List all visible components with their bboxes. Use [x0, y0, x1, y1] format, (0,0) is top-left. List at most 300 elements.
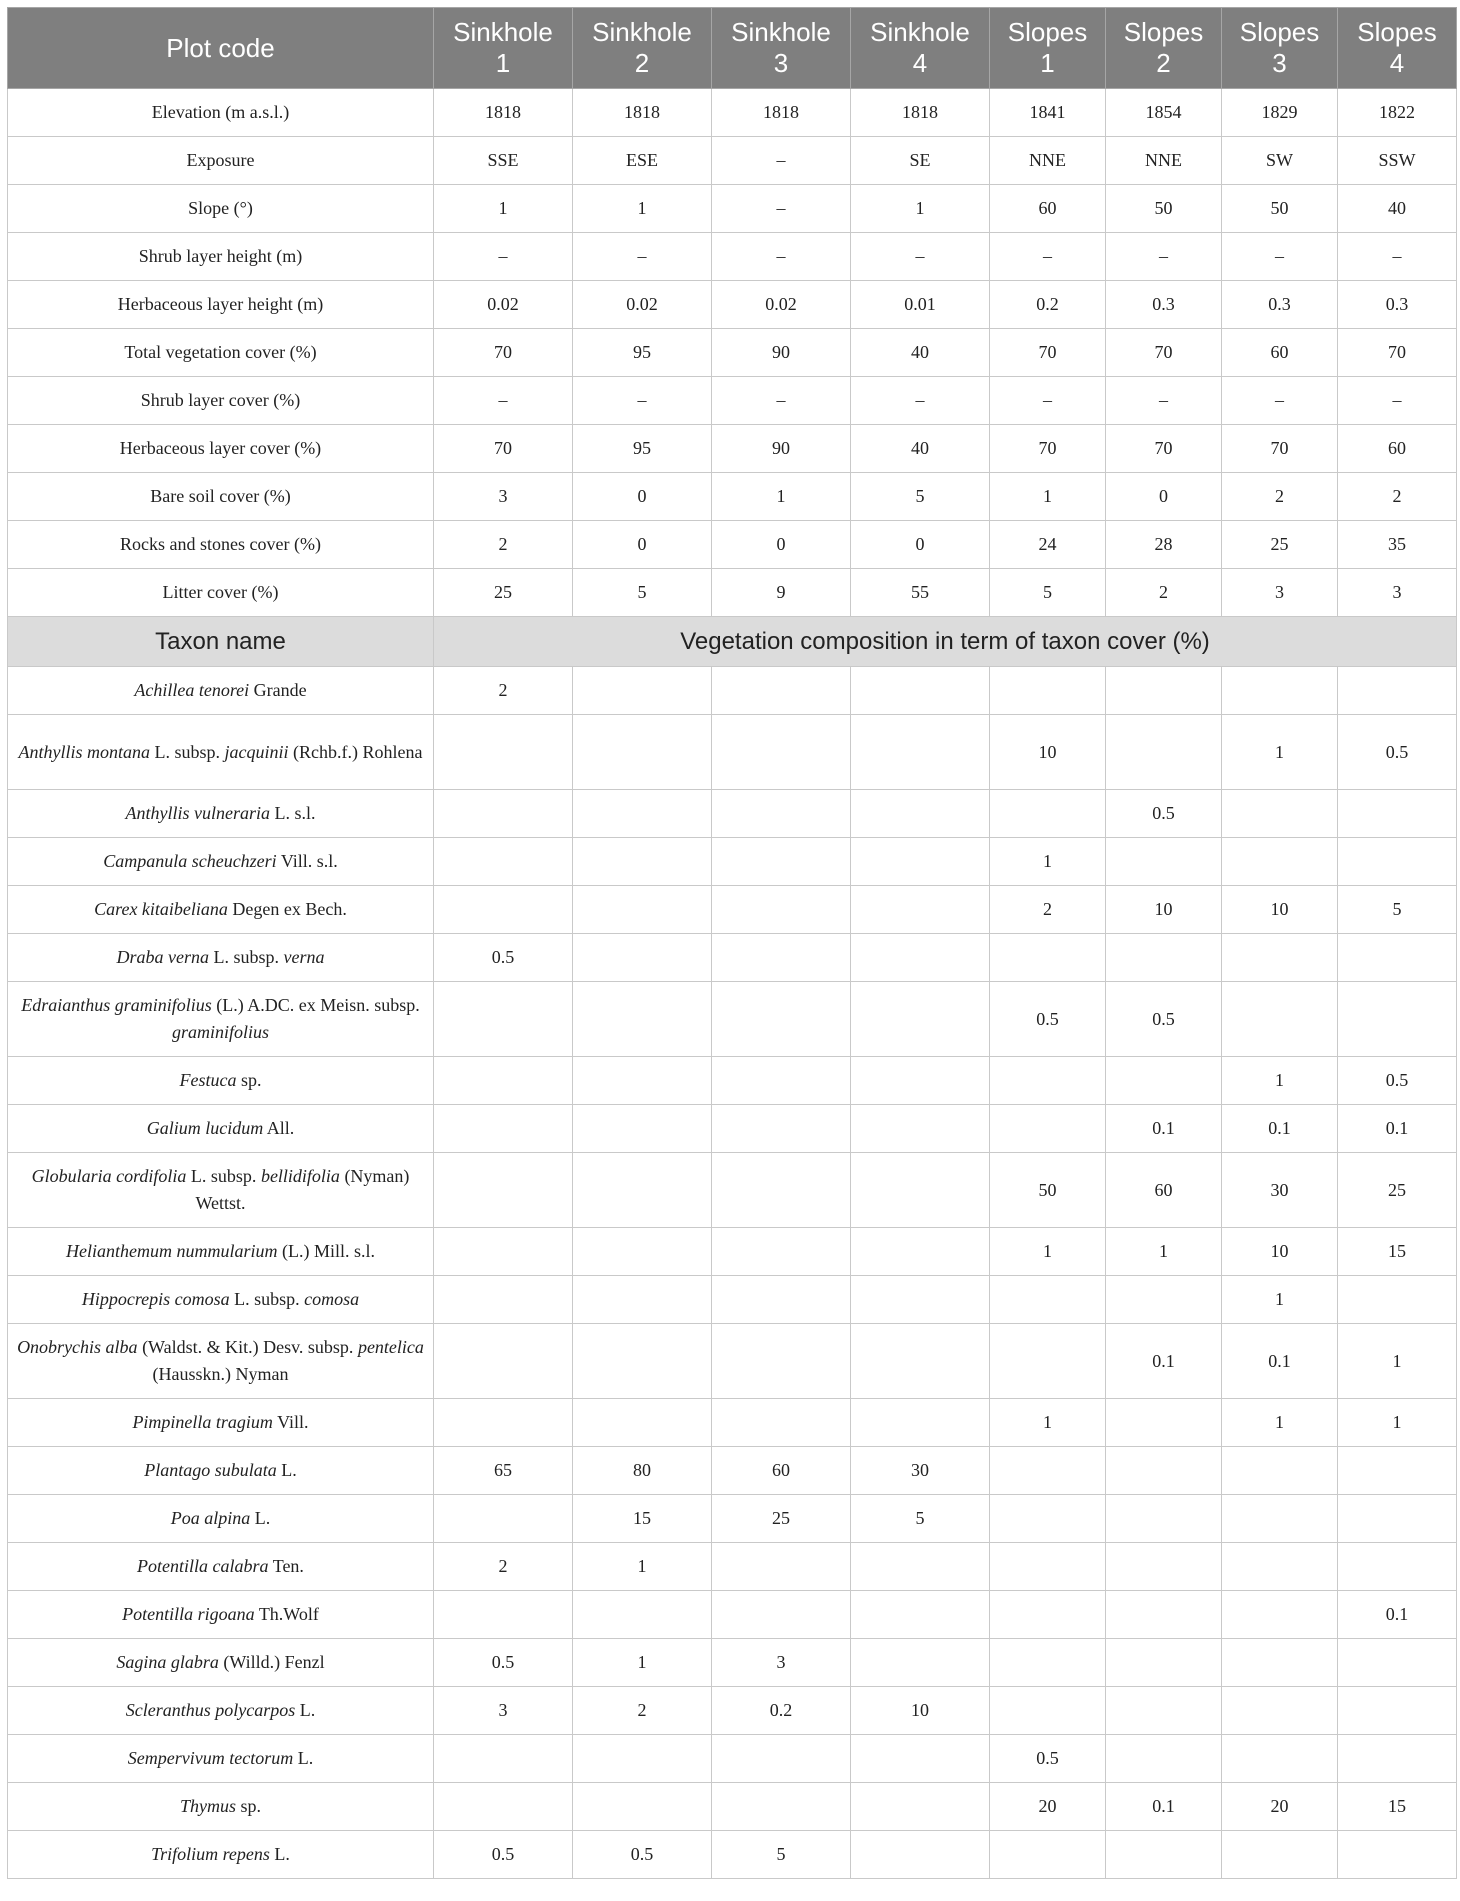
table-cell: 50 — [1106, 185, 1222, 233]
table-cell — [1106, 1399, 1222, 1447]
table-cell — [1106, 1276, 1222, 1324]
table-cell — [1222, 838, 1338, 886]
table-cell: 5 — [712, 1831, 851, 1879]
table-cell: 40 — [851, 425, 990, 473]
header-column — [434, 8, 573, 89]
taxon-row — [8, 790, 1457, 838]
table-cell: SW — [1222, 137, 1338, 185]
table-cell — [434, 1228, 573, 1276]
table-cell — [712, 1153, 851, 1228]
table-cell: 55 — [851, 569, 990, 617]
table-cell — [1106, 1495, 1222, 1543]
table-cell — [573, 1783, 712, 1831]
taxon-authority: (Hausskn.) Nyman — [152, 1364, 289, 1384]
table-cell — [990, 1543, 1106, 1591]
table-cell — [1338, 667, 1457, 715]
table-cell: 0.3 — [1222, 281, 1338, 329]
table-cell — [1222, 1831, 1338, 1879]
table-cell — [434, 1153, 573, 1228]
table-cell: 0 — [573, 521, 712, 569]
table-cell — [573, 1735, 712, 1783]
table-cell — [573, 1324, 712, 1399]
table-cell: 1 — [1338, 1324, 1457, 1399]
table-cell: 2 — [1338, 473, 1457, 521]
taxon-name-header: Taxon name — [8, 617, 434, 667]
table-cell — [712, 1228, 851, 1276]
table-cell: 0.3 — [1106, 281, 1222, 329]
table-cell — [712, 886, 851, 934]
taxon-name-italic: graminifolius — [171, 1022, 269, 1042]
table-cell — [851, 1324, 990, 1399]
taxon-name-italic: Poa alpina — [170, 1508, 251, 1528]
table-cell — [712, 1543, 851, 1591]
taxon-name-italic: Edraianthus graminifolius — [21, 995, 212, 1015]
taxon-name — [8, 1276, 434, 1324]
table-cell — [573, 838, 712, 886]
taxon-row — [8, 667, 1457, 715]
taxon-row — [8, 1831, 1457, 1879]
site-row — [8, 569, 1457, 617]
table-cell — [434, 838, 573, 886]
table-cell: 60 — [1338, 425, 1457, 473]
header-plot-code: Plot code — [8, 8, 434, 89]
column-number: 1 — [1040, 48, 1055, 78]
table-cell: – — [851, 233, 990, 281]
table-cell — [434, 886, 573, 934]
site-row — [8, 425, 1457, 473]
table-cell — [573, 886, 712, 934]
table-cell: 1829 — [1222, 89, 1338, 137]
column-number: 3 — [1272, 48, 1287, 78]
taxon-name-italic: Hippocrepis comosa — [81, 1289, 230, 1309]
taxon-row — [8, 1543, 1457, 1591]
row-label: Shrub layer height (m) — [8, 233, 434, 281]
table-cell — [712, 934, 851, 982]
table-cell: 1 — [573, 1639, 712, 1687]
table-cell: – — [1338, 233, 1457, 281]
column-number: 2 — [1156, 48, 1171, 78]
table-cell — [1338, 982, 1457, 1057]
taxon-name-italic: Sempervivum tectorum — [127, 1748, 294, 1768]
table-cell: 10 — [1106, 886, 1222, 934]
table-cell: – — [990, 233, 1106, 281]
table-cell: 1 — [990, 473, 1106, 521]
header-column — [990, 8, 1106, 89]
table-cell — [573, 790, 712, 838]
taxon-name-italic: Festuca — [179, 1070, 237, 1090]
taxon-name — [8, 1783, 434, 1831]
table-cell: 2 — [1106, 569, 1222, 617]
table-cell — [990, 667, 1106, 715]
table-cell: 24 — [990, 521, 1106, 569]
section-header — [8, 617, 1457, 667]
taxon-authority: L. subsp. — [209, 947, 284, 967]
table-cell — [434, 1276, 573, 1324]
table-cell: 1818 — [712, 89, 851, 137]
site-row — [8, 329, 1457, 377]
table-cell: 0.5 — [434, 1639, 573, 1687]
table-cell — [573, 715, 712, 790]
taxon-name-italic: bellidifolia — [260, 1166, 340, 1186]
taxon-name — [8, 715, 434, 790]
table-cell — [1106, 1057, 1222, 1105]
taxon-row — [8, 1228, 1457, 1276]
taxon-name-italic: Helianthemum nummularium — [66, 1241, 278, 1261]
vegetation-table — [7, 7, 1457, 1879]
table-cell: 2 — [434, 521, 573, 569]
table-cell — [1222, 667, 1338, 715]
table-cell: – — [573, 377, 712, 425]
table-cell: 0.3 — [1338, 281, 1457, 329]
table-cell — [1222, 1735, 1338, 1783]
table-cell — [573, 1057, 712, 1105]
taxon-authority: L. subsp. — [150, 741, 225, 762]
table-cell — [573, 934, 712, 982]
table-cell — [573, 1276, 712, 1324]
column-number: 4 — [912, 48, 928, 78]
table-cell — [434, 1057, 573, 1105]
taxon-authority: sp. — [236, 1070, 262, 1090]
taxon-row — [8, 1447, 1457, 1495]
taxon-name-italic: Potentilla rigoana — [122, 1604, 255, 1624]
table-cell: 20 — [990, 1783, 1106, 1831]
taxon-name — [8, 886, 434, 934]
taxon-row — [8, 1105, 1457, 1153]
table-cell: 70 — [1338, 329, 1457, 377]
table-cell: 5 — [1338, 886, 1457, 934]
table-cell: 60 — [990, 185, 1106, 233]
taxon-name-italic: Pimpinella tragium — [132, 1412, 273, 1432]
taxon-row — [8, 1591, 1457, 1639]
table-cell — [851, 1591, 990, 1639]
table-cell: 25 — [1222, 521, 1338, 569]
taxon-authority: L. subsp. — [186, 1166, 261, 1186]
table-cell — [712, 1399, 851, 1447]
table-cell — [851, 1153, 990, 1228]
taxon-authority: Grande — [249, 680, 307, 700]
row-label: Elevation (m a.s.l.) — [8, 89, 434, 137]
table-cell — [1222, 1543, 1338, 1591]
column-number: 3 — [773, 48, 789, 78]
composition-title: Vegetation composition in term of taxon cover (%) — [434, 617, 1457, 667]
table-cell — [851, 982, 990, 1057]
site-row — [8, 281, 1457, 329]
table-cell — [434, 1495, 573, 1543]
table-cell: – — [1222, 233, 1338, 281]
taxon-name-italic: Campanula scheuchzeri — [103, 851, 277, 871]
table-cell: 0.5 — [434, 934, 573, 982]
table-cell: 1 — [990, 1228, 1106, 1276]
table-cell — [1106, 1831, 1222, 1879]
table-cell: 0.5 — [573, 1831, 712, 1879]
table-cell: 25 — [434, 569, 573, 617]
table-cell — [990, 1687, 1106, 1735]
table-cell — [573, 1591, 712, 1639]
row-label: Slope (°) — [8, 185, 434, 233]
table-cell: 2 — [1222, 473, 1338, 521]
table-cell: 5 — [851, 1495, 990, 1543]
table-cell: NNE — [990, 137, 1106, 185]
taxon-name — [8, 1153, 434, 1228]
table-cell — [1338, 1831, 1457, 1879]
table-cell: 9 — [712, 569, 851, 617]
table-cell: 1 — [990, 1399, 1106, 1447]
taxon-name-italic: Achillea tenorei — [134, 680, 250, 700]
table-cell — [851, 1105, 990, 1153]
site-attributes — [8, 89, 1457, 617]
table-cell: ESE — [573, 137, 712, 185]
taxon-row — [8, 1495, 1457, 1543]
header-column — [851, 8, 990, 89]
table-cell: 90 — [712, 329, 851, 377]
table-cell — [712, 1057, 851, 1105]
table-cell: 70 — [434, 425, 573, 473]
table-cell — [712, 715, 851, 790]
row-label: Bare soil cover (%) — [8, 473, 434, 521]
table-cell: – — [434, 233, 573, 281]
table-cell: 0.1 — [1106, 1105, 1222, 1153]
taxon-name-italic: Trifolium repens — [151, 1844, 270, 1864]
table-cell: 10 — [990, 715, 1106, 790]
taxon-authority: Vill. s.l. — [276, 851, 338, 871]
table-cell — [851, 1399, 990, 1447]
table-cell — [1222, 1687, 1338, 1735]
table-cell: 70 — [1106, 329, 1222, 377]
site-row — [8, 473, 1457, 521]
column-number: 4 — [1389, 48, 1405, 78]
table-cell — [1106, 667, 1222, 715]
table-cell: – — [712, 185, 851, 233]
table-cell: 70 — [434, 329, 573, 377]
table-cell: – — [712, 137, 851, 185]
table-cell: 1818 — [573, 89, 712, 137]
taxon-name — [8, 1228, 434, 1276]
taxon-name-italic: Scleranthus polycarpos — [125, 1700, 296, 1720]
taxon-name-italic: Anthyllis vulneraria — [125, 803, 270, 823]
taxon-row — [8, 934, 1457, 982]
table-cell: 2 — [990, 886, 1106, 934]
taxon-name-italic: verna — [283, 947, 325, 967]
table-cell: – — [573, 233, 712, 281]
taxon-name-italic: Onobrychis alba — [17, 1337, 138, 1357]
row-label: Shrub layer cover (%) — [8, 377, 434, 425]
taxon-row — [8, 982, 1457, 1057]
taxon-name — [8, 1105, 434, 1153]
table-cell — [1106, 1687, 1222, 1735]
table-cell — [1338, 1495, 1457, 1543]
table-cell: 30 — [851, 1447, 990, 1495]
table-cell: 1 — [990, 838, 1106, 886]
column-name: Sinkhole — [731, 17, 831, 47]
taxon-row — [8, 1735, 1457, 1783]
table-cell: 50 — [1222, 185, 1338, 233]
taxon-authority: sp. — [236, 1796, 262, 1816]
table-cell — [851, 838, 990, 886]
table-cell — [1106, 1447, 1222, 1495]
table-cell: 80 — [573, 1447, 712, 1495]
table-cell — [1222, 790, 1338, 838]
table-cell: 70 — [990, 425, 1106, 473]
column-name: Slopes — [1123, 17, 1204, 47]
table-cell: 0.1 — [1222, 1324, 1338, 1399]
taxon-name — [8, 1057, 434, 1105]
table-cell — [990, 1495, 1106, 1543]
table-cell — [712, 667, 851, 715]
taxon-name — [8, 1447, 434, 1495]
taxon-name — [8, 667, 434, 715]
column-name: Slopes — [1357, 17, 1437, 47]
table-cell — [712, 1276, 851, 1324]
taxon-name — [8, 934, 434, 982]
table-cell: 1841 — [990, 89, 1106, 137]
table-cell — [1106, 1639, 1222, 1687]
site-row — [8, 89, 1457, 137]
header-column — [1338, 8, 1457, 89]
table-cell: 70 — [1106, 425, 1222, 473]
table-cell — [712, 1105, 851, 1153]
table-cell — [573, 1105, 712, 1153]
table-cell — [1338, 1543, 1457, 1591]
site-row — [8, 233, 1457, 281]
table-cell: 95 — [573, 329, 712, 377]
table-cell: 10 — [851, 1687, 990, 1735]
taxon-name — [8, 1543, 434, 1591]
table-cell: 1818 — [851, 89, 990, 137]
table-cell: 0.5 — [1106, 982, 1222, 1057]
table-cell: 0.1 — [1106, 1783, 1222, 1831]
column-name: Slopes — [1239, 17, 1320, 47]
table-cell: – — [1106, 377, 1222, 425]
table-cell: SSW — [1338, 137, 1457, 185]
table-cell: 0.5 — [990, 1735, 1106, 1783]
table-cell: 0.02 — [712, 281, 851, 329]
header-column — [1222, 8, 1338, 89]
table-cell — [434, 1735, 573, 1783]
taxon-name-italic: Sagina glabra — [116, 1652, 219, 1672]
taxon-authority: L. — [295, 1700, 316, 1720]
row-label: Herbaceous layer height (m) — [8, 281, 434, 329]
taxa-list — [8, 667, 1457, 1879]
taxon-row — [8, 1153, 1457, 1228]
table-cell: 0.5 — [1338, 715, 1457, 790]
table-cell: – — [712, 377, 851, 425]
table-cell: 0.1 — [1222, 1105, 1338, 1153]
taxon-name-italic: Potentilla calabra — [137, 1556, 269, 1576]
table-cell — [712, 790, 851, 838]
table-cell — [1338, 1687, 1457, 1735]
table-cell — [573, 1228, 712, 1276]
table-cell: 70 — [990, 329, 1106, 377]
row-label: Rocks and stones cover (%) — [8, 521, 434, 569]
taxon-name-italic: Plantago subulata — [144, 1460, 277, 1480]
table-cell — [434, 1105, 573, 1153]
taxon-authority: L. subsp. — [229, 1289, 305, 1309]
taxon-row — [8, 1324, 1457, 1399]
table-cell — [434, 982, 573, 1057]
table-cell: – — [990, 377, 1106, 425]
table-cell: 65 — [434, 1447, 573, 1495]
table-cell — [990, 1831, 1106, 1879]
table-cell: 0.5 — [990, 982, 1106, 1057]
table-cell: 0.2 — [990, 281, 1106, 329]
table-cell — [434, 1783, 573, 1831]
table-cell: 0.1 — [1338, 1591, 1457, 1639]
column-name: Slopes — [1007, 17, 1088, 47]
table-cell: 28 — [1106, 521, 1222, 569]
table-cell — [851, 1228, 990, 1276]
taxon-row — [8, 1639, 1457, 1687]
table-cell — [851, 1057, 990, 1105]
header-column — [573, 8, 712, 89]
taxon-name — [8, 838, 434, 886]
taxon-name-italic: Galium lucidum — [146, 1118, 264, 1138]
taxon-authority: Ten. — [268, 1556, 304, 1576]
table-cell — [434, 1399, 573, 1447]
column-name: Sinkhole — [592, 17, 692, 47]
table-cell: 30 — [1222, 1153, 1338, 1228]
taxon-authority: L. — [250, 1508, 271, 1528]
row-label: Herbaceous layer cover (%) — [8, 425, 434, 473]
table-cell: – — [1106, 233, 1222, 281]
table-cell: 0 — [1106, 473, 1222, 521]
taxon-name-italic: Anthyllis montana — [18, 741, 150, 762]
taxon-name-italic: comosa — [304, 1289, 360, 1309]
table-cell — [1106, 1735, 1222, 1783]
column-number: 2 — [634, 48, 650, 78]
table-cell: 60 — [1106, 1153, 1222, 1228]
table-cell — [1222, 1639, 1338, 1687]
table-cell: 1 — [851, 185, 990, 233]
table-cell: 1 — [573, 185, 712, 233]
table-cell — [851, 886, 990, 934]
table-cell: 20 — [1222, 1783, 1338, 1831]
table-cell: 0 — [712, 521, 851, 569]
table-cell: SSE — [434, 137, 573, 185]
taxon-name — [8, 1831, 434, 1879]
taxon-name — [8, 1324, 434, 1399]
taxon-name — [8, 1495, 434, 1543]
taxon-authority: All. — [263, 1118, 295, 1138]
table-cell — [712, 982, 851, 1057]
taxon-authority: L. s.l. — [269, 803, 316, 823]
table-cell: NNE — [1106, 137, 1222, 185]
table-cell: 1822 — [1338, 89, 1457, 137]
site-row — [8, 377, 1457, 425]
table-cell: 1854 — [1106, 89, 1222, 137]
table-cell — [434, 715, 573, 790]
table-cell: 15 — [1338, 1228, 1457, 1276]
taxon-name-italic: pentelica — [357, 1337, 424, 1357]
table-cell: – — [851, 377, 990, 425]
table-cell: 0.5 — [1338, 1057, 1457, 1105]
taxon-authority: (L.) A.DC. ex Meisn. subsp. — [211, 995, 420, 1015]
table-cell — [1106, 934, 1222, 982]
table-cell — [1338, 934, 1457, 982]
table-cell — [573, 1153, 712, 1228]
table-cell: 0.01 — [851, 281, 990, 329]
table-cell — [1222, 934, 1338, 982]
table-cell: 3 — [712, 1639, 851, 1687]
taxon-row — [8, 1399, 1457, 1447]
table-cell — [990, 1057, 1106, 1105]
table-cell — [1222, 1495, 1338, 1543]
table-cell — [851, 667, 990, 715]
table-cell — [990, 1105, 1106, 1153]
table-cell: 1 — [1106, 1228, 1222, 1276]
table-cell: 0.5 — [434, 1831, 573, 1879]
taxon-name — [8, 1591, 434, 1639]
table-cell: 2 — [434, 667, 573, 715]
